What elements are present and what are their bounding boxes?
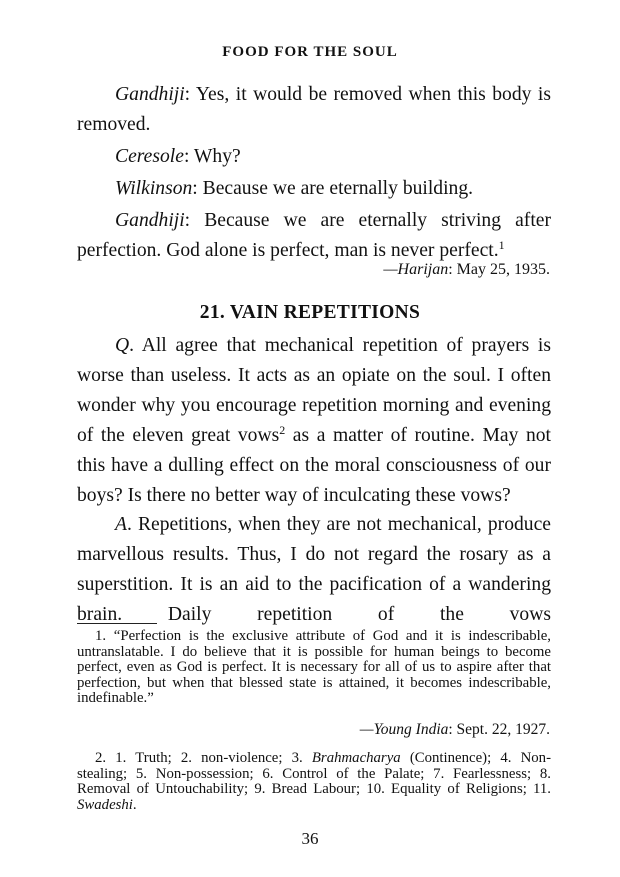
source-date: : May 25, 1935. <box>448 261 550 278</box>
answer-label: A <box>115 514 127 535</box>
answer-text: . Repetitions, when they are not mechanical, produce marvellous results. Thus, I do not regard the rosary as a superstition. It is an aid to the pacification of a wandering brain. Daily repetition of the vows <box>77 514 551 625</box>
footnote-divider <box>77 623 157 624</box>
footnote-2-number: 2. <box>95 750 116 766</box>
dialogue-line: Ceresole: Why? <box>115 146 241 167</box>
footnote-2: 2. 1. Truth; 2. non-violence; 3. Brahmacharya (Continence); 4. Non-stealing; 5. Non-possession; 6. Control of the Palate; 7. Fearlessness; 8. Removal of Untouchability; 9. Bread Labour; 10. Equality of Religions; 11. Swadeshi. <box>77 750 552 813</box>
footnote-1-work: —Young India <box>359 721 449 738</box>
section-heading: 21. VAIN REPETITIONS <box>199 302 421 323</box>
source-work: —Harijan <box>383 261 449 278</box>
speaker-name: Gandhiji <box>115 84 185 105</box>
dialogue-text: Why? <box>189 146 241 167</box>
question-paragraph <box>77 331 551 511</box>
running-head: FOOD FOR THE SOUL <box>222 44 398 60</box>
question-text-continued: as a matter of routine. May not this have a dulling effect on the moral consciousness of our boys? Is there no better way of inculcating these vows? <box>77 425 551 506</box>
speaker-name: Ceresole <box>115 146 184 167</box>
dialogue-block <box>77 80 551 268</box>
dialogue-line: Gandhiji: Because we are eternally striving after perfection. God alone is perfect, man is never perfect.$^1$ <box>77 210 551 261</box>
question-label: Q <box>115 335 130 356</box>
page-number: 36 <box>301 829 319 848</box>
speaker-name: Gandhiji <box>115 210 185 231</box>
footnote-marker: 1 <box>498 238 505 252</box>
dialogue-text: Because we are eternally building. <box>197 178 474 199</box>
dialogue-line: Wilkinson: Because we are eternally building. <box>115 178 474 199</box>
question-text: . All agree that mechanical repetition of prayers is worse than useless. It acts as an opiate on the soul. I often wonder why you encourage repetition morning and evening of the eleven great vows <box>77 335 551 446</box>
dialogue-line: Gandhiji: Yes, it would be removed when this body is removed. <box>77 84 551 135</box>
dialogue-text: Yes, it would be removed when this body is removed. <box>77 84 551 135</box>
source-citation <box>383 261 550 279</box>
footnote-1 <box>77 629 551 707</box>
dialogue-text: Because we are eternally striving after perfection. God alone is perfect, man is never perfect. <box>77 210 551 261</box>
footnote-1-date: : Sept. 22, 1927. <box>448 721 550 738</box>
footnote-1-source <box>360 721 550 739</box>
footnote-marker: 2 <box>279 423 286 437</box>
footnote-1-text: 1. “Perfection is the exclusive attribute of God and it is indescribable, untranslatable. I do believe that it is possible for human beings to become perfect, even as God is perfect. It is necessary for all of us to aspire after that perfection, but when that blessed state is attained, it becomes indescribable, indefinable.” <box>77 628 551 706</box>
answer-paragraph <box>77 510 551 630</box>
speaker-name: Wilkinson <box>115 178 193 199</box>
